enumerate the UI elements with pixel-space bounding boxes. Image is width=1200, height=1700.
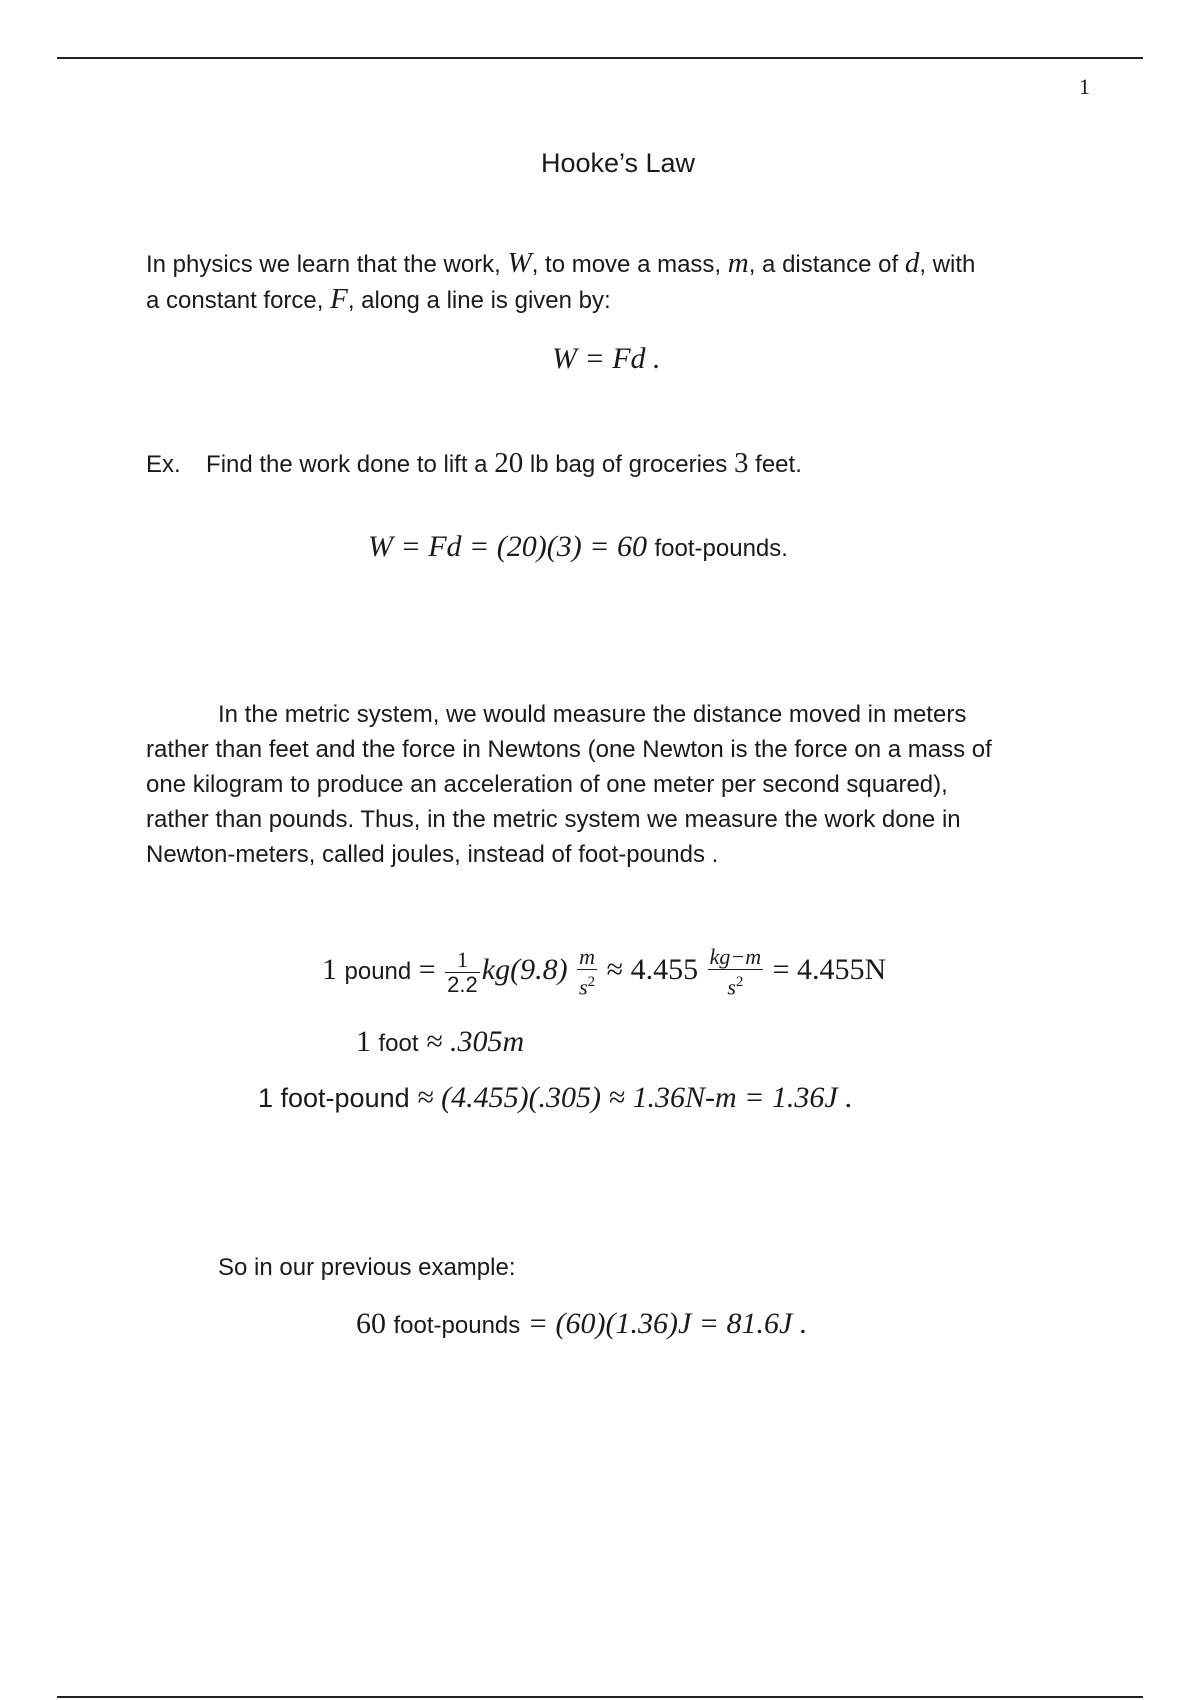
fraction-m-over-s2: [577, 945, 597, 999]
frac-numerator: m: [577, 945, 597, 970]
fraction-one-over-2-2: [445, 948, 480, 997]
frac-denominator: 2.2: [447, 971, 478, 997]
kg-term: kg(9.8): [481, 953, 568, 987]
foot-value: ≈ .305m: [426, 1025, 525, 1058]
frac-den-base: s: [727, 974, 736, 1000]
intro-line-2: [146, 282, 1106, 318]
frac-numerator: kg−m: [709, 944, 762, 969]
bottom-rule: [57, 1696, 1143, 1698]
fraction-kg-m-over-s2: [708, 945, 764, 999]
metric-line: rather than pounds. Thus, in the metric system we measure the work done in: [146, 806, 961, 833]
intro-text: , along a line is given by:: [347, 287, 611, 314]
conclusion-value: = (60)(1.36)J = 81.6J .: [527, 1307, 808, 1340]
intro-text: , to move a mass,: [531, 251, 722, 278]
intro-paragraph: [146, 246, 1106, 318]
metric-paragraph: [146, 697, 1106, 872]
frac-exponent: 2: [587, 974, 596, 990]
example-text: Find the work done to lift a: [206, 451, 488, 478]
frac-exponent: 2: [735, 974, 744, 990]
foot-one: 1: [356, 1025, 371, 1058]
intro-text: , with: [919, 251, 976, 278]
pound-one: 1: [322, 953, 337, 987]
example-label: Ex.: [146, 451, 181, 478]
example-equation: [368, 530, 788, 564]
pound-result: = 4.455N: [772, 953, 887, 987]
conclusion-unit: foot-pounds: [393, 1312, 521, 1339]
foot-label: foot: [378, 1030, 419, 1057]
example-weight: 20: [494, 447, 524, 479]
metric-line: In the metric system, we would measure the distance moved in meters: [218, 701, 967, 728]
frac-den-base: s: [579, 974, 588, 1000]
foot-conversion: [356, 1025, 524, 1059]
foot-pound-value: ≈ (4.455)(.305) ≈ 1.36N-m = 1.36J .: [417, 1081, 853, 1114]
example-distance: 3: [733, 447, 749, 479]
foot-pound-label: 1 foot-pound: [258, 1083, 410, 1113]
pound-eq: =: [418, 953, 436, 987]
var-work: W: [507, 247, 532, 279]
top-rule: [57, 57, 1143, 59]
var-force: F: [330, 283, 348, 315]
example-eq-unit: foot-pounds.: [654, 535, 788, 562]
frac-denominator: [577, 970, 597, 999]
frac-denominator: [708, 970, 764, 999]
metric-line: one kilogram to produce an acceleration of one meter per second squared),: [146, 771, 948, 798]
conclusion-intro: So in our previous example:: [218, 1254, 516, 1281]
var-mass: m: [727, 247, 749, 279]
conclusion-equation: [356, 1307, 807, 1341]
var-distance: d: [904, 247, 920, 279]
intro-line-1: [146, 246, 1106, 282]
pound-conversion: [322, 945, 886, 999]
foot-pound-conversion: [258, 1081, 853, 1115]
example-text: feet.: [755, 451, 802, 478]
page-title: Hooke’s Law: [540, 148, 696, 178]
frac-numerator: 1: [445, 948, 480, 973]
example-statement: [146, 446, 1106, 482]
metric-line: rather than feet and the force in Newtons (one Newton is the force on a mass of: [146, 736, 992, 763]
conclusion-num: 60: [356, 1307, 386, 1340]
approx-value: ≈ 4.455: [606, 953, 699, 987]
pound-label: pound: [344, 958, 412, 986]
intro-text: , a distance of: [748, 251, 899, 278]
intro-text: a constant force,: [146, 287, 324, 314]
example-text: lb bag of groceries: [529, 451, 728, 478]
intro-text: In physics we learn that the work,: [146, 251, 501, 278]
work-formula: W = Fd .: [552, 342, 661, 375]
example-eq-math: W = Fd = (20)(3) = 60: [368, 530, 648, 563]
metric-line: Newton-meters, called joules, instead of foot-pounds .: [146, 841, 719, 868]
page-number: 1: [1079, 74, 1090, 99]
